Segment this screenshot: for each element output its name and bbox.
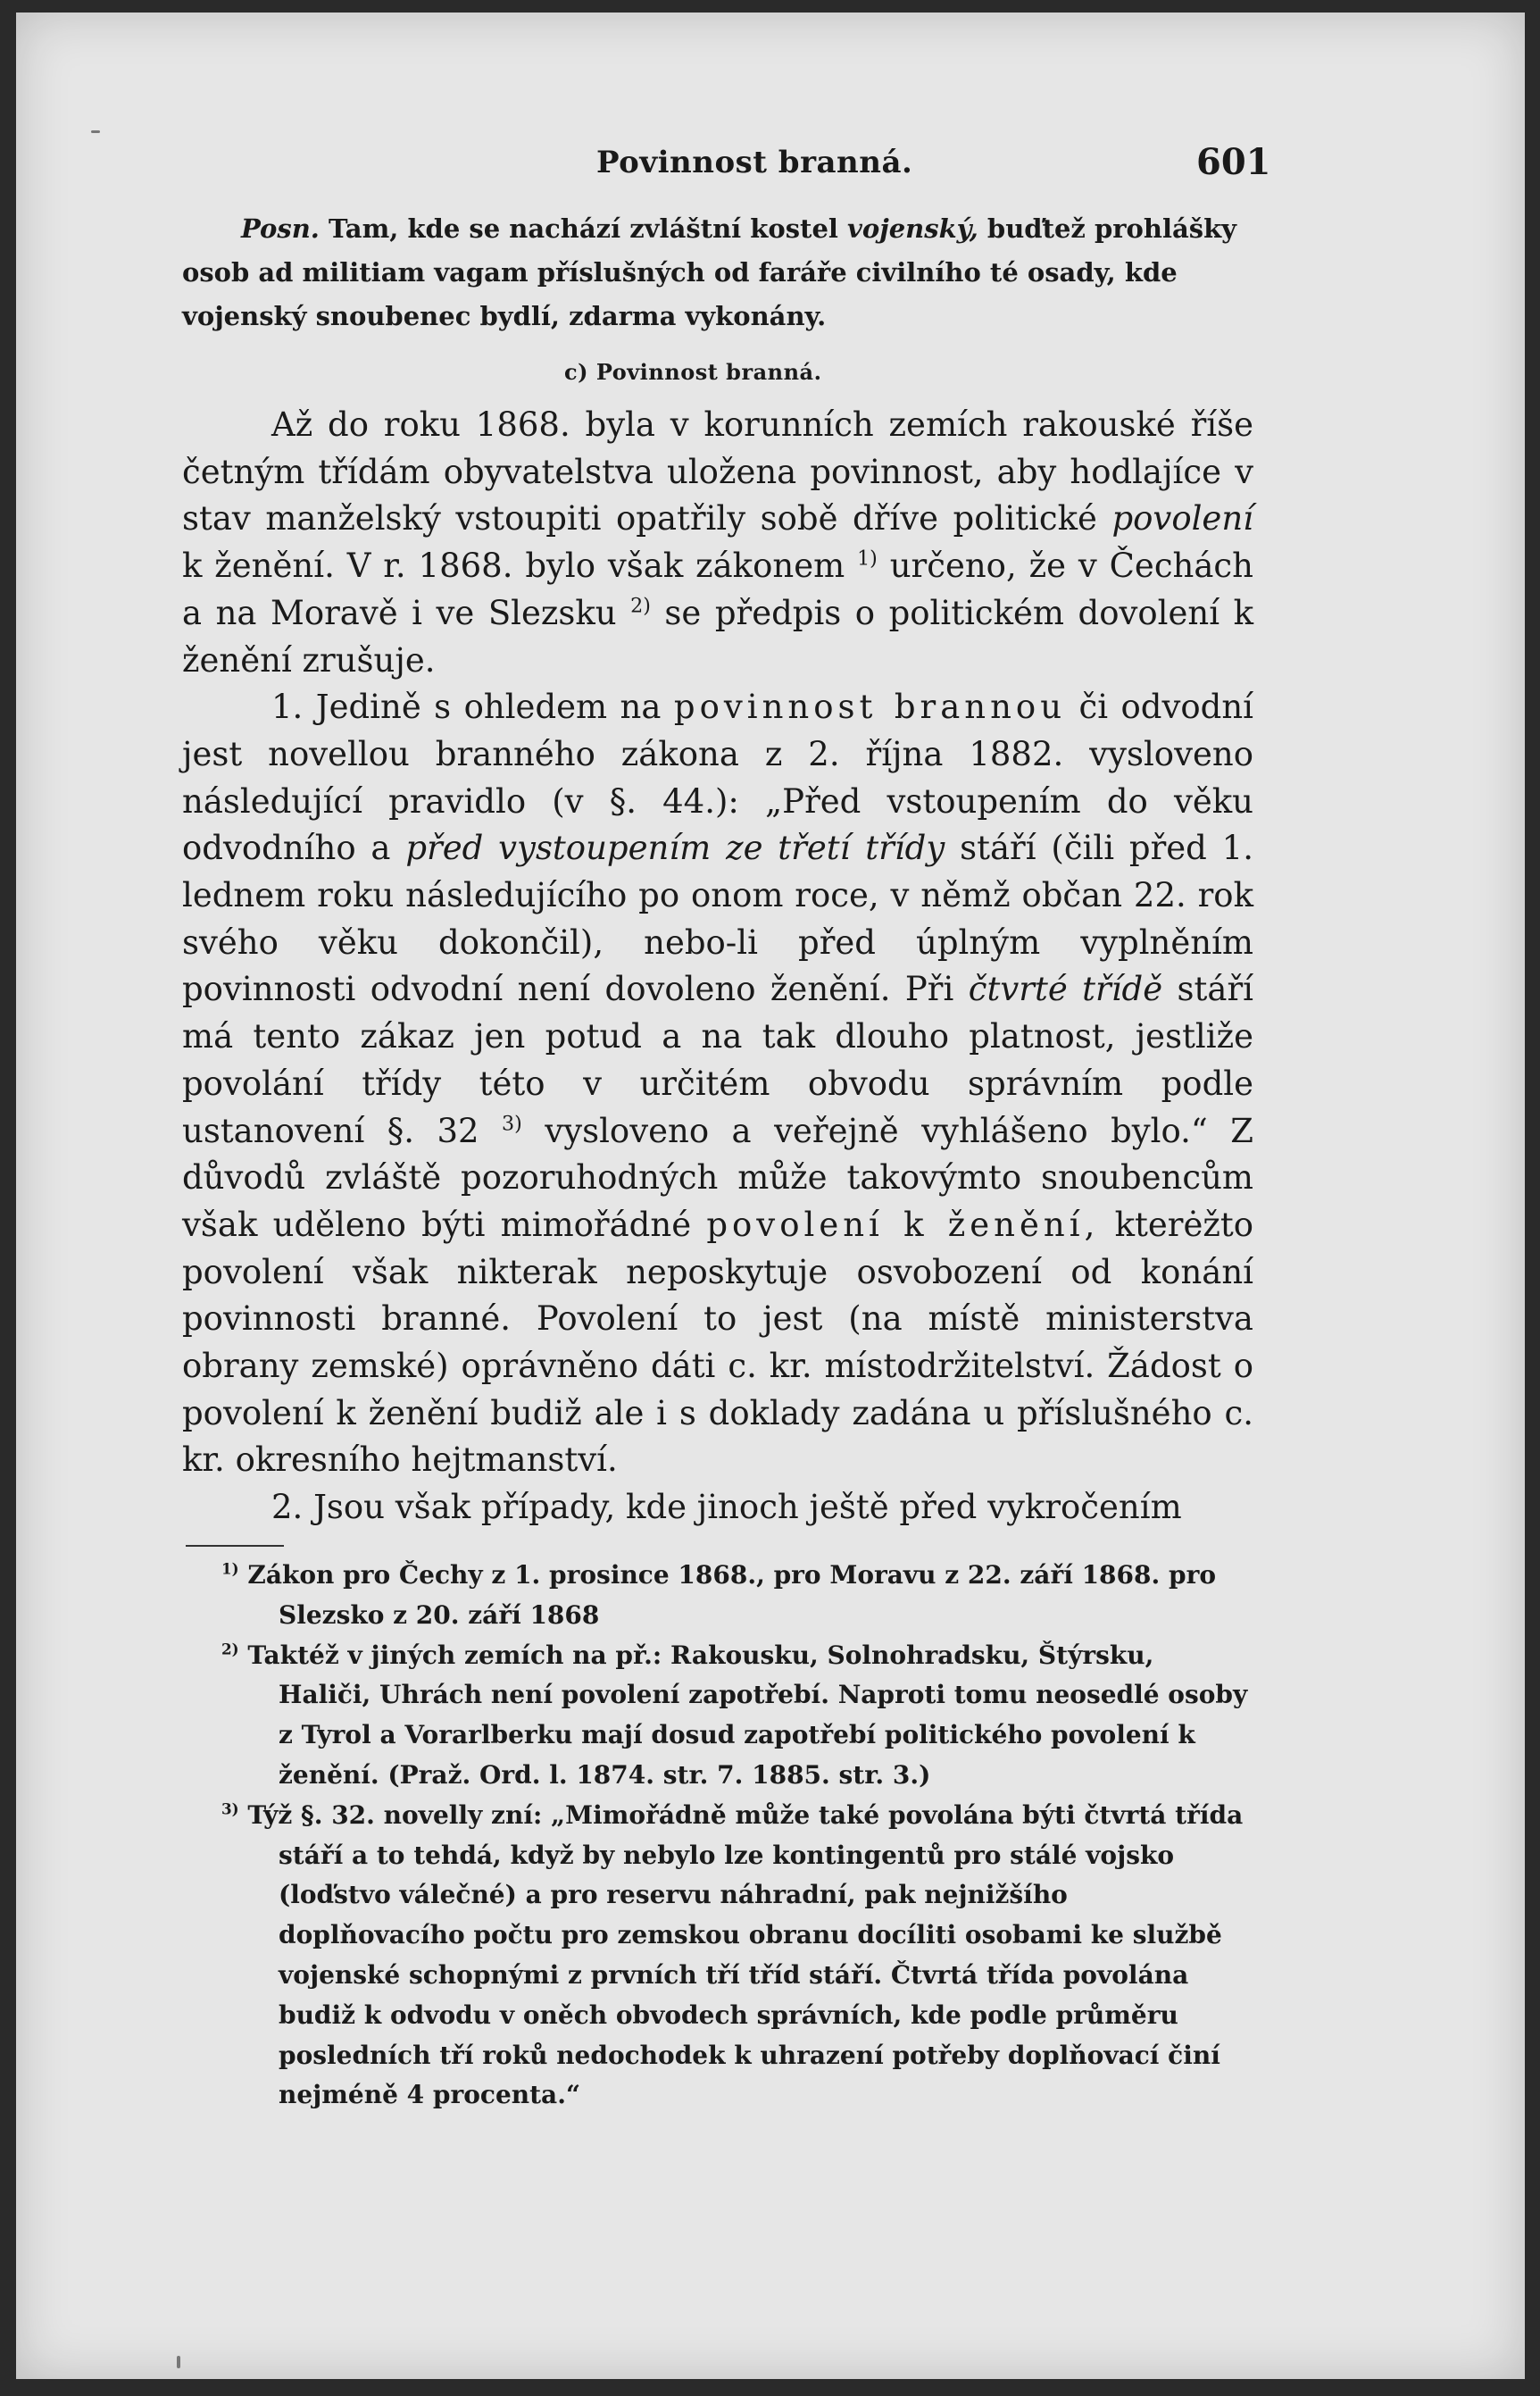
footnote-divider bbox=[186, 1545, 284, 1547]
text-run: určeno, že v Čechách a na Moravě i ve Slezsku bbox=[182, 547, 1253, 632]
italic-run: čtvrté třídě bbox=[968, 970, 1163, 1009]
footnotes bbox=[221, 1556, 1248, 2116]
footnote-text: Týž §. 32. novelly zní: „Mimořádně může také povolána býti čtvrtá třída stáří a to tehdá, když by nebylo lze kontingentů pro stálé vojsko (loďstvo válečné) a pro reservu náhradní, pak nejnižšího doplňovacího počtu pro zemskou obranu docíliti osobami ke službě vojenské schopnými z prvních tří tříd stáří. Čtvrtá třída povolána budiž k odvodu v oněch obvodech správních, kde podle průměru posledních tří roků nedochodek k uhrazení potřeby doplňovací činí nejméně 4 procenta.“ bbox=[247, 1799, 1244, 2110]
book-page bbox=[16, 13, 1525, 2379]
note-paragraph bbox=[182, 207, 1253, 338]
text-run: 1. Jedině s ohledem na bbox=[271, 688, 674, 727]
section-title: c) Povinnost branná. bbox=[564, 359, 822, 385]
italic-run: před vystoupením ze třetí třídy bbox=[405, 829, 945, 868]
text-run: či odvodní jest novellou branného zákona z 2. října 1882. vysloveno následující pravidlo (v §. 44.): „Před vstoupením do věku odvodního a bbox=[182, 688, 1253, 868]
main-text bbox=[182, 402, 1253, 1532]
footnote-3 bbox=[221, 1796, 1248, 2116]
note-label: Posn. bbox=[241, 213, 320, 244]
spaced-run: povinnost brannou bbox=[673, 688, 1067, 727]
page-number: 601 bbox=[1196, 141, 1271, 183]
text-run: k ženění. V r. 1868. bylo však zákonem bbox=[182, 547, 858, 586]
italic-run: povolení bbox=[1111, 499, 1253, 538]
footnote-mark: 2) bbox=[221, 1640, 239, 1658]
footnote-mark: 1) bbox=[221, 1559, 239, 1578]
paragraph-2 bbox=[182, 684, 1253, 1484]
scan-speck bbox=[177, 2356, 180, 2368]
footnote-2 bbox=[221, 1636, 1248, 1796]
footnote-1 bbox=[221, 1556, 1248, 1636]
text-run: vysloveno a veřejně vyhlášeno bylo.“ Z důvodů zvláště pozoruhodných může takovýmto snoubencům však uděleno býti mimořádné bbox=[182, 1111, 1253, 1244]
note-text-1: Tam, kde se nachází zvláštní kostel bbox=[319, 213, 848, 244]
text-run: kterėžto povolení však nikterak neposkytuje osvobození od konání povinnosti branné. Povolení to jest (na místě ministerstva obrany zemské) oprávněno dáti c. kr. místodržitelství. Žádost o povolení k ženění budiž ale i s doklady zadána u příslušného c. kr. okresního hejtmanství. bbox=[182, 1205, 1253, 1480]
text-run: stáří má tento zákaz jen potud a na tak dlouho platnost, jestliže povolání třídy této v určitém obvodu správním podle ustanovení §. 32 bbox=[182, 970, 1253, 1150]
note-text-2: buďtež prohlášky osob ad militiam vagam příslušných od faráře civilního té osady, kde vojenský snoubenec bydlí, zdarma vykonány. bbox=[182, 213, 1237, 331]
footnote-ref-3: 3) bbox=[502, 1112, 522, 1136]
paragraph-1 bbox=[182, 402, 1253, 684]
footnote-text: Taktéž v jiných zemích na př.: Rakousku, Solnohradsku, Štýrsku, Haliči, Uhrách není povolení zapotřebí. Naproti tomu neosedlé osoby z Tyrol a Vorarlberku mají dosud zapotřebí politického povolení k ženění. (Praž. Ord. l. 1874. str. 7. 1885. str. 3.) bbox=[247, 1640, 1248, 1790]
footnote-ref-1: 1) bbox=[857, 547, 878, 571]
text-run: se předpis o politickém dovolení k ženění zrušuje. bbox=[182, 593, 1253, 680]
footnote-mark: 3) bbox=[221, 1799, 239, 1818]
paragraph-3: 2. Jsou však případy, kde jinoch ještě před vykročením bbox=[271, 1488, 1182, 1527]
text-run: Až do roku 1868. byla v korunních zemích rakouské říše četným třídám obyvatelstva uložena povinnost, aby hodlajíce v stav manželský vstoupiti opatřily sobě dříve politické bbox=[182, 405, 1253, 538]
note-italic: vojenský, bbox=[847, 213, 978, 244]
scan-speck bbox=[91, 130, 100, 133]
footnote-text: Zákon pro Čechy z 1. prosince 1868., pro Moravu z 22. září 1868. pro Slezsko z 20. září 1868 bbox=[247, 1560, 1217, 1630]
running-header: Povinnost branná. bbox=[596, 145, 913, 180]
footnote-ref-2: 2) bbox=[630, 594, 651, 618]
text-run: stáří (čili před 1. lednem roku následujícího po onom roce, v němž občan 22. rok svého věku dokončil), nebo-li před úplným vyplněním povinnosti odvodní není dovoleno ženění. Při bbox=[182, 829, 1253, 1009]
spaced-run: povolení k ženění, bbox=[706, 1205, 1100, 1244]
